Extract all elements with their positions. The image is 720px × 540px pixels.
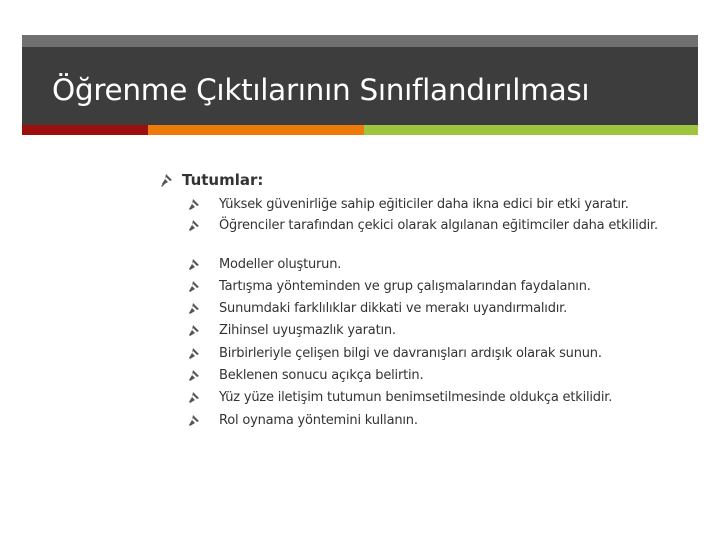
list-item: Öğrenciler tarafından çekici olarak algılanan eğitimciler daha etkilidir.	[219, 218, 658, 233]
list-item: Yüz yüze iletişim tutumun benimsetilmesinde oldukça etkilidir.	[219, 390, 613, 405]
pushpin-icon	[187, 219, 201, 233]
pushpin-icon	[187, 414, 201, 428]
pushpin-icon	[187, 391, 201, 405]
list-item: Sunumdaki farklılıklar dikkati ve merakı uyandırmalıdır.	[219, 301, 568, 316]
list-item: Tartışma yönteminden ve grup çalışmalarından faydalanın.	[219, 279, 591, 294]
pushpin-icon	[187, 347, 201, 361]
header-top-strip	[22, 35, 698, 47]
slide-title: Öğrenme Çıktılarının Sınıflandırılması	[52, 73, 590, 107]
pushpin-icon	[160, 173, 174, 187]
pushpin-icon	[187, 369, 201, 383]
list-item: Zihinsel uyuşmazlık yaratın.	[219, 323, 396, 338]
list-item: Yüksek güvenirliğe sahip eğiticiler daha ikna edici bir etki yaratır.	[219, 197, 629, 212]
pushpin-icon	[187, 198, 201, 212]
accent-bar-orange	[148, 125, 364, 135]
pushpin-icon	[187, 258, 201, 272]
list-item: Beklenen sonucu açıkça belirtin.	[219, 368, 424, 383]
accent-bar-red	[22, 125, 148, 135]
list-item: Rol oynama yöntemini kullanın.	[219, 413, 418, 428]
pushpin-icon	[187, 302, 201, 316]
list-item: Birbirleriyle çelişen bilgi ve davranışları ardışık olarak sunun.	[219, 346, 602, 361]
accent-bar-green	[364, 125, 698, 135]
pushpin-icon	[187, 324, 201, 338]
list-item: Modeller oluşturun.	[219, 257, 342, 272]
pushpin-icon	[187, 280, 201, 294]
section-heading: Tutumlar:	[182, 171, 264, 189]
